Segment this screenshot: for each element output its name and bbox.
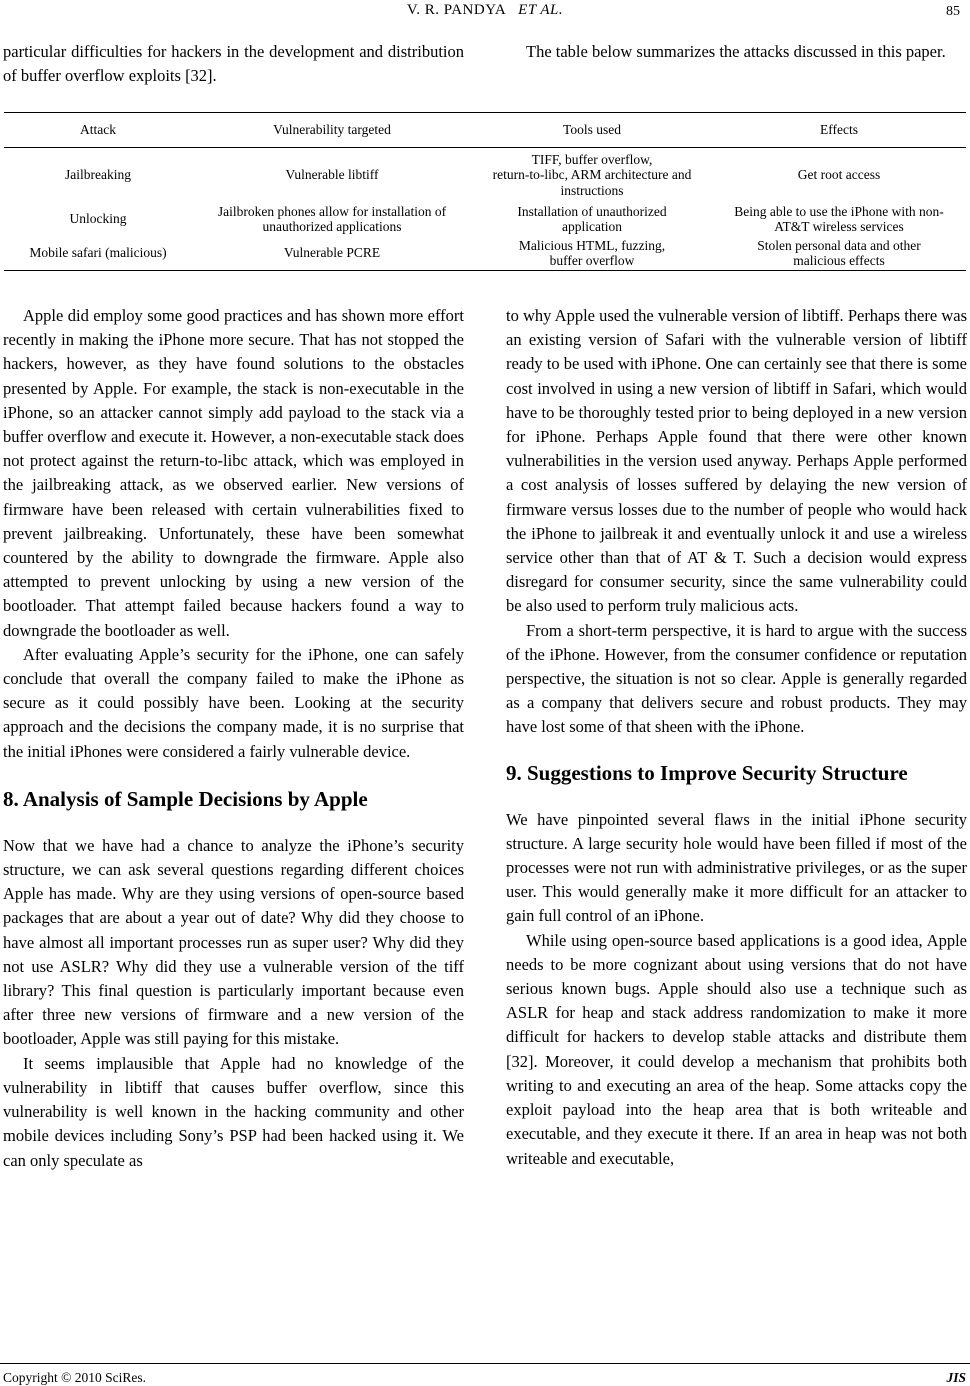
table-header-cell: Vulnerability targeted: [273, 122, 391, 138]
table-row: [4, 236, 966, 270]
table-cell: TIFF, buffer overflow, return-to-libc, ARM architecture and instructions: [492, 151, 692, 198]
table-header-cell: Tools used: [563, 122, 621, 138]
copyright-notice: Copyright © 2010 SciRes.: [3, 1370, 147, 1385]
body-paragraph: From a short-term perspective, it is hard to argue with the success of the iPhone. However, from the consumer confidence or reputation perspective, the situation is not so clear. Apple is generally regarded as a company that delivers secure and robust products. They may have lost some of that sheen with the iPhone.: [506, 620, 967, 737]
table-cell: Unlocking: [69, 211, 127, 227]
table-cell: Vulnerable PCRE: [283, 245, 381, 261]
table-header-cell: Effects: [820, 122, 858, 138]
body-paragraph: It seems implausible that Apple had no knowledge of the vulnerability in libtiff that causes buffer overflow, since this vulnerability is well known in the hacking community and other mobile devices including Sony’s PSP had been hacked using it. We can only speculate as: [3, 1053, 464, 1170]
running-header: [0, 2, 970, 24]
table-row: [4, 148, 966, 202]
table-header-row: [4, 113, 966, 147]
left-column: [3, 304, 464, 1173]
body-paragraph: Now that we have had a chance to analyze the iPhone’s security structure, we can ask several questions regarding different choices Apple has made. Why are they using versions of open-source based packages that are about a year out of date? Why did they choose to have almost all important processes run as super user? Why did they not use ASLR? Why did they use a vulnerable version of the tiff library? This final question is particularly important because even after three new versions of firmware and a new version of the bootloader, Apple was still paying for this mistake.: [3, 835, 464, 1049]
page-number: 85: [946, 4, 960, 19]
table-row: [4, 202, 966, 236]
running-etal: ET AL.: [518, 2, 564, 18]
body-paragraph: Apple did employ some good practices and has shown more effort recently in making the iPhone more secure. That has not stopped the hackers, however, as they have found solutions to the obstacles presented by Apple. For example, the stack is non-executable in the iPhone, so an attacker cannot simply add payload to the stack via a buffer overflow and execute it. However, a non-executable stack does not protect against the return-to-libc attack, which was employed in the jailbreaking attack, as we observed earlier. New versions of firmware have been released with certain vulnerabilities fixed to prevent jailbreaking. Unfortunately, these have been somewhat countered by the ability to downgrade the firmware. Apple also attempted to prevent unlocking by using a new version of the bootloader. That attempt failed because hackers found a way to downgrade the bootloader as well.: [3, 306, 464, 640]
top-left-paragraph: particular difficulties for hackers in the development and distribution of buffer overflow exploits [32].: [3, 42, 464, 86]
table-cell: Installation of unauthorized application: [517, 203, 667, 234]
table-cell: Jailbroken phones allow for installation of unauthorized applications: [217, 203, 447, 234]
table-cell: Malicious HTML, fuzzing, buffer overflow: [518, 237, 666, 268]
section-heading: 8. Analysis of Sample Decisions by Apple: [3, 786, 368, 811]
table-cell: Mobile safari (malicious): [29, 245, 167, 261]
table-cell: Stolen personal data and other malicious effects: [757, 237, 921, 268]
body-paragraph: After evaluating Apple’s security for the iPhone, one can safely conclude that overall the company failed to make the iPhone as secure as it could possibly have been. Looking at the security approach and the decisions the company made, it is no surprise that the initial iPhones were considered a fairly vulnerable device.: [3, 644, 464, 761]
running-title: [0, 2, 970, 19]
table-cell: Get root access: [797, 167, 881, 183]
top-right-paragraph: The table below summarizes the attacks discussed in this paper.: [526, 42, 946, 61]
body-paragraph: to why Apple used the vulnerable version of libtiff. Perhaps there was an existing version of Safari with the vulnerable version of libtiff ready to be used with iPhone. One can certainly see that there is some cost involved in using a new version of libtiff in Safari, which would have to be thoroughly tested prior to being deployed in a new version for iPhone. Perhaps Apple found that there were other known vulnerabilities in the version used anyway. Perhaps Apple performed a cost analysis of losses suffered by delaying the new version of firmware versus losses due to the number of people who would hack the iPhone to jailbreak it and eventually unlock it and use a wireless service other than that of AT & T. Such a decision would express disregard for consumer security, since the same vulnerability could be also used to perform truly malicious acts.: [506, 306, 967, 616]
table-cell: Being able to use the iPhone with non-AT&T wireless services: [734, 203, 944, 234]
section-heading: 9. Suggestions to Improve Security Structure: [506, 760, 908, 785]
body-paragraph: We have pinpointed several flaws in the initial iPhone security structure. A large security hole would have been filled if most of the processes were not run with administrative privileges, or as the super user. This would generally make it more difficult for an attacker to gain full control of an iPhone.: [506, 809, 967, 926]
right-column: [506, 304, 967, 1171]
body-paragraph: While using open-source based applications is a good idea, Apple needs to be more cognizant about using versions that do not have serious known bugs. Apple should also use a technique such as ASLR for heap and stack address randomization to make it more difficult for hackers to develop stable attacks and distribute them [32]. Moreover, it could develop a mechanism that prohibits both writing to and executing an area of the heap. Some attacks copy the exploit payload into the heap area that is both writeable and executable, and they execute it there. If an area in heap was not both writeable and executable,: [506, 930, 967, 1168]
table-cell: Jailbreaking: [65, 167, 131, 183]
table-header-cell: Attack: [80, 122, 116, 138]
table-cell: Vulnerable libtiff: [285, 167, 379, 183]
table-bottom-rule: [4, 270, 966, 271]
running-author: V. R. PANDYA: [406, 2, 506, 18]
journal-abbrev: JIS: [946, 1370, 966, 1385]
attacks-table: [4, 112, 966, 271]
page-footer: [0, 1363, 970, 1384]
